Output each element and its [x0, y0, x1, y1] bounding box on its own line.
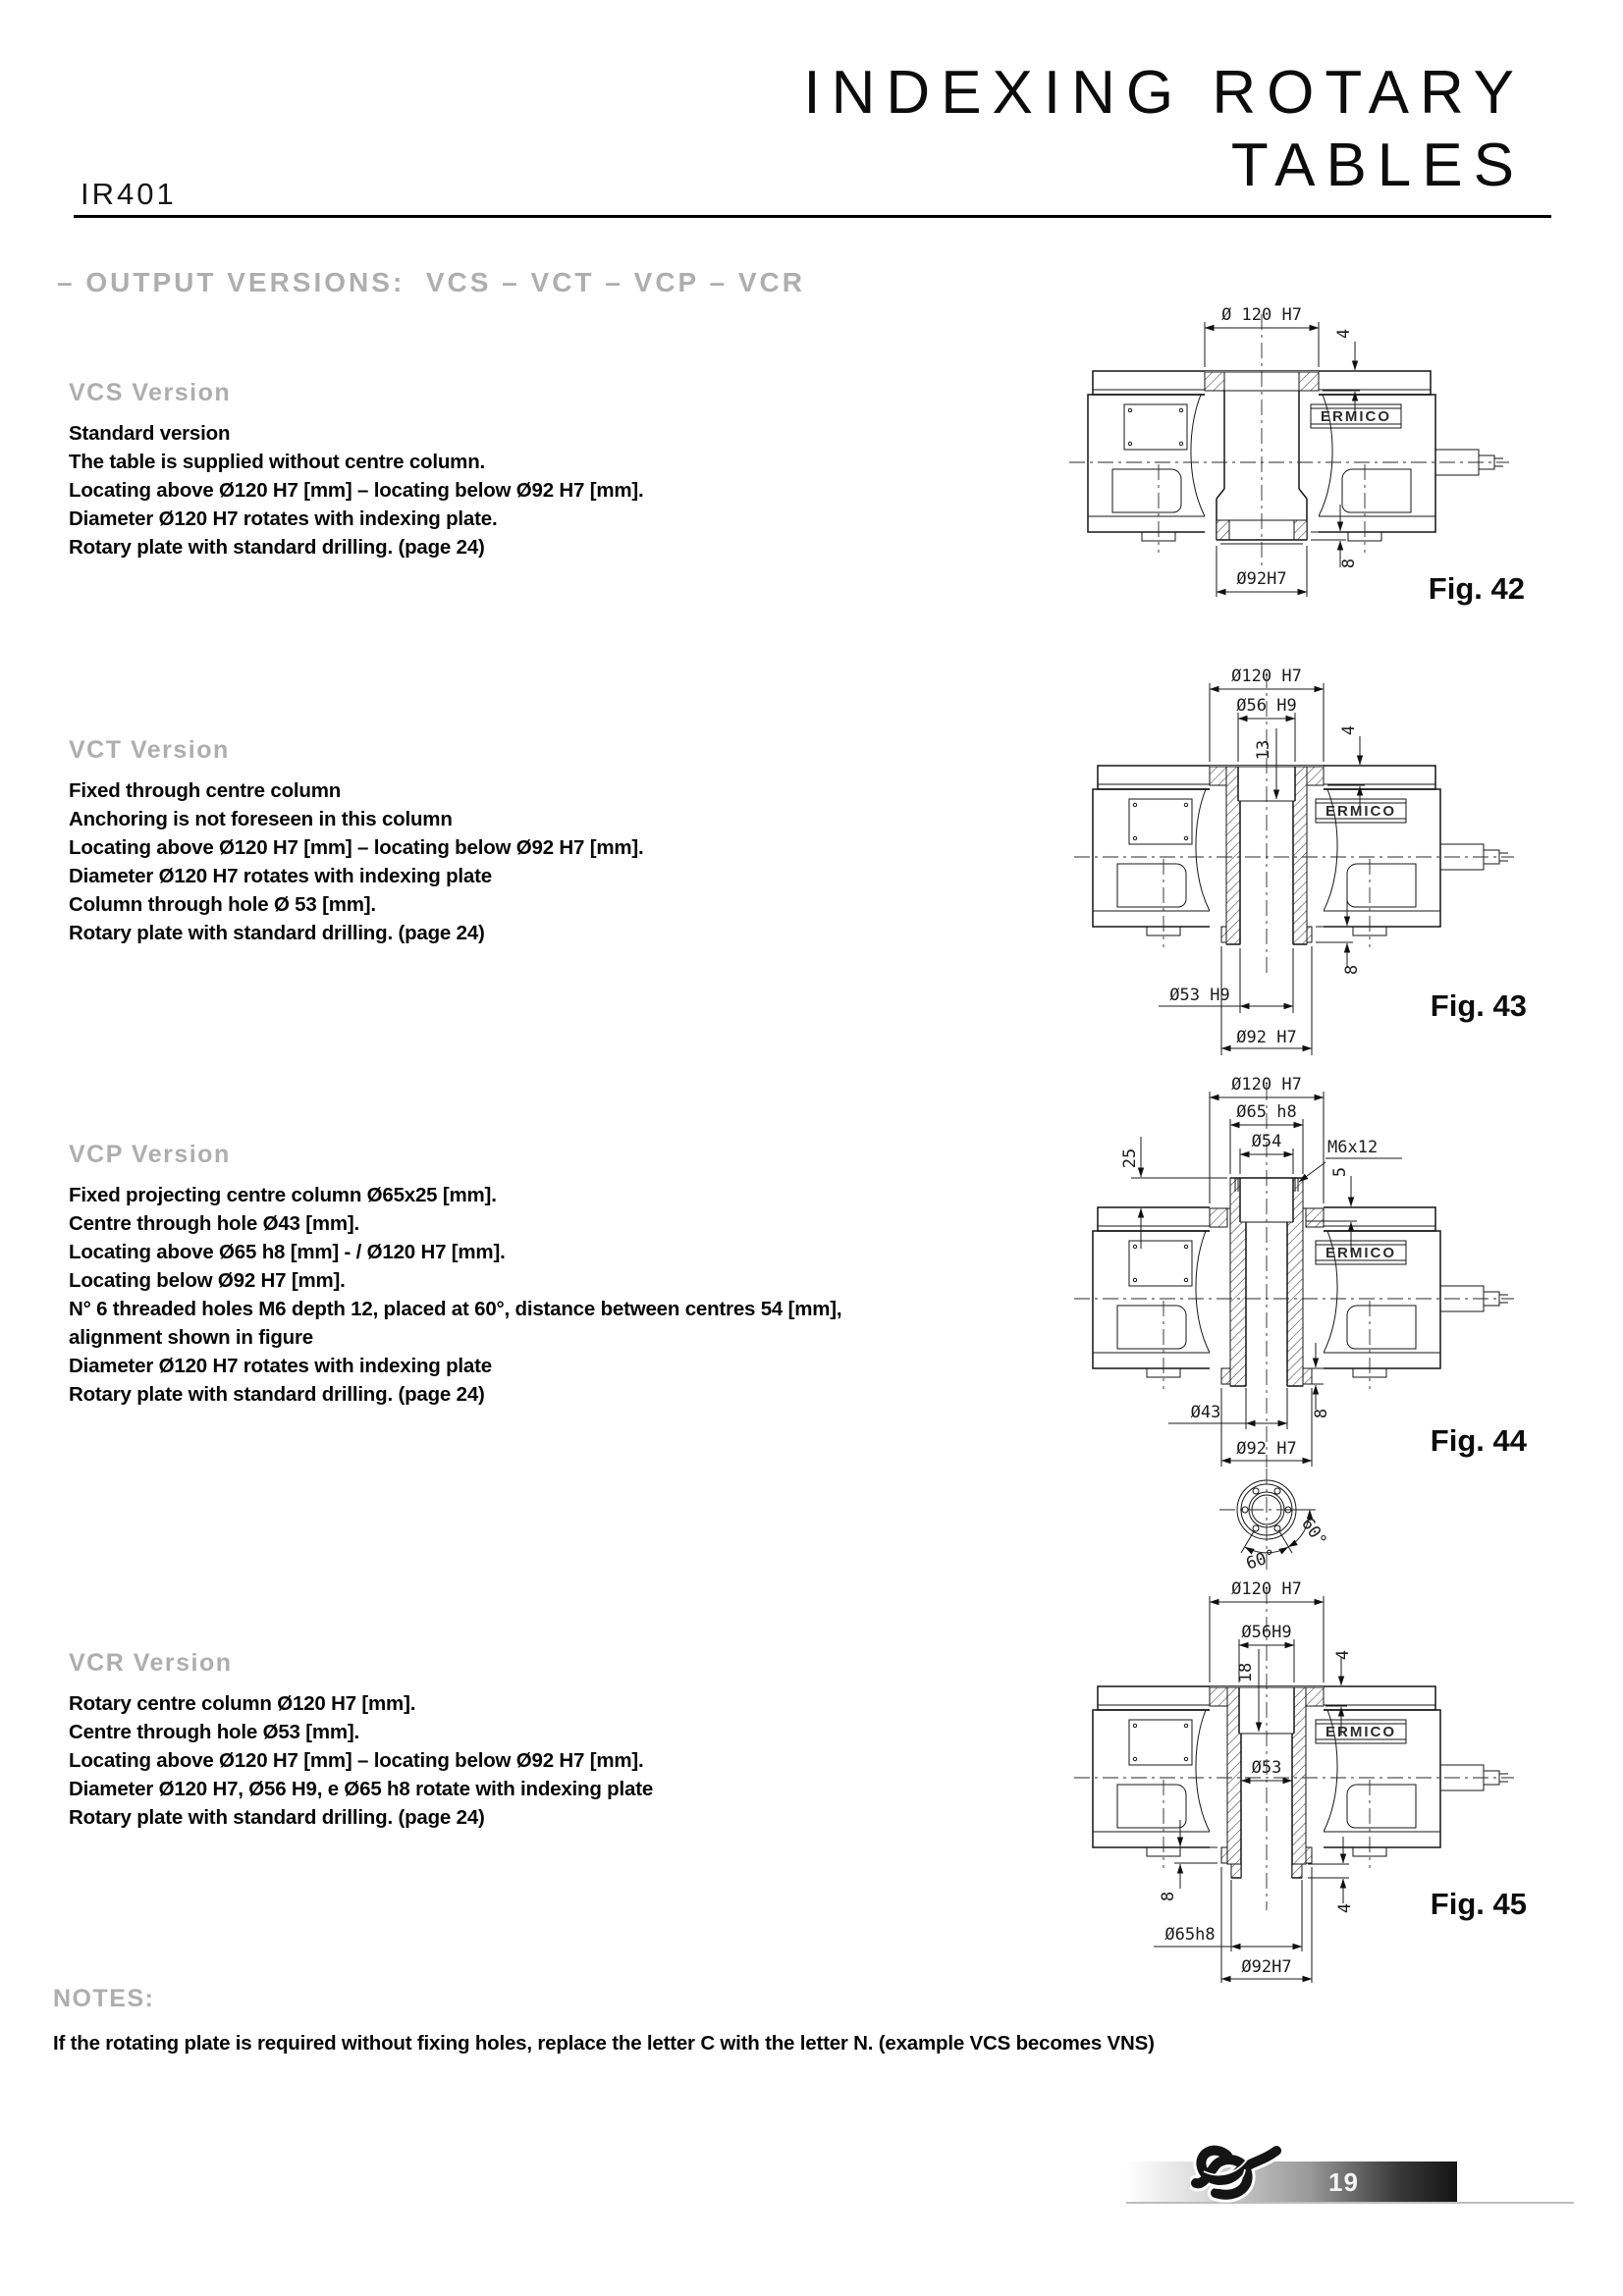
- brand-plate: [1316, 1720, 1406, 1743]
- dim-label-diameter-120: Ø 120 H7: [1221, 305, 1302, 325]
- version-text-line: Rotary plate with standard drilling. (page 24): [69, 1806, 485, 1829]
- version-text-line: Standard version: [69, 422, 231, 445]
- dim-label-diameter-65: Ø65 h8: [1236, 1102, 1297, 1122]
- brand-label: ERMICO: [1325, 1724, 1396, 1740]
- page-title-line1: INDEXING ROTARY: [803, 59, 1525, 127]
- version-block-vcp: [69, 1141, 1060, 1409]
- page-title-line2: TABLES: [1230, 132, 1525, 199]
- dim-label-8: 8: [1312, 1408, 1331, 1419]
- dim-label-8: 8: [1339, 558, 1359, 569]
- brand-label: ERMICO: [1321, 408, 1391, 425]
- version-text-line: Locating above Ø65 h8 [mm] - / Ø120 H7 [mm].: [69, 1241, 506, 1263]
- version-text-line: The table is supplied without centre column.: [69, 451, 486, 473]
- version-heading-vcr: VCR Version: [69, 1649, 233, 1677]
- vcp-cross-section-drawing: [1055, 1060, 1556, 1620]
- figure-caption: Fig. 45: [1430, 1887, 1527, 1921]
- dim-label-60deg: 60°: [1297, 1514, 1331, 1551]
- version-text-line: Centre through hole Ø53 [mm].: [69, 1721, 360, 1743]
- version-text-line: Diameter Ø120 H7 rotates with indexing plate.: [69, 507, 498, 530]
- footer-gradient-bar: [1126, 2162, 1457, 2202]
- dim-label-diameter-120: Ø120 H7: [1231, 1075, 1302, 1095]
- figure-vcs-drawing: [1055, 283, 1537, 621]
- brand-label: ERMICO: [1325, 803, 1396, 820]
- brand-plate: [1311, 404, 1401, 428]
- version-block-vcs: [69, 379, 1060, 561]
- dim-label-5: 5: [1330, 1166, 1350, 1178]
- dim-label-thread-m6x12: M6x12: [1327, 1138, 1379, 1157]
- brand-plate: [1316, 799, 1406, 823]
- version-heading-vct: VCT Version: [69, 736, 230, 764]
- figure-vct-drawing: [1055, 633, 1556, 1070]
- dim-label-diameter-92: Ø92H7: [1241, 1957, 1292, 1977]
- version-text-line: Column through hole Ø 53 [mm].: [69, 893, 376, 916]
- dim-label-13: 13: [1254, 739, 1273, 761]
- notes-text: If the rotating plate is required without fixing holes, replace the letter C with the letter N. (example VCS becomes VNS): [53, 2032, 1155, 2055]
- dim-label-diameter-53: Ø53 H9: [1169, 986, 1230, 1005]
- section-heading: – OUTPUT VERSIONS: VCS – VCT – VCP – VCR: [57, 267, 805, 297]
- version-text-line: Diameter Ø120 H7 rotates with indexing plate: [69, 1355, 492, 1377]
- version-text-line: Rotary plate with standard drilling. (page 24): [69, 922, 485, 944]
- figure-vcp-drawing: [1055, 1060, 1556, 1620]
- dim-label-diameter-43: Ø43: [1190, 1403, 1221, 1422]
- version-text-line: Locating below Ø92 H7 [mm].: [69, 1269, 346, 1292]
- version-text-line: alignment shown in figure: [69, 1326, 313, 1349]
- page-number: 19: [1328, 2167, 1359, 2197]
- notes-section: [53, 1985, 1565, 2057]
- dim-label-diameter-120: Ø120 H7: [1231, 1579, 1302, 1599]
- ermico-knot-logo-icon: [1190, 2138, 1288, 2207]
- version-block-vct: [69, 736, 1060, 947]
- version-text-line: Locating above Ø120 H7 [mm] – locating below Ø92 H7 [mm].: [69, 479, 644, 502]
- brand-plate: [1316, 1241, 1406, 1264]
- dim-label-4: 4: [1334, 328, 1354, 340]
- notes-heading: NOTES:: [53, 1985, 155, 2012]
- page-title: [803, 57, 1525, 202]
- version-text-line: Centre through hole Ø43 [mm].: [69, 1212, 360, 1235]
- version-text-line: Locating above Ø120 H7 [mm] – locating below Ø92 H7 [mm].: [69, 836, 644, 859]
- dim-label-diameter-92: Ø92 H7: [1236, 1439, 1297, 1459]
- vct-cross-section-drawing: [1055, 633, 1556, 1070]
- dim-label-diameter-53: Ø53: [1251, 1758, 1282, 1778]
- dim-label-4: 4: [1339, 724, 1359, 736]
- figure-caption: Fig. 44: [1430, 1423, 1527, 1458]
- model-code: IR401: [81, 177, 177, 211]
- centre-bore-section: [1069, 314, 1509, 567]
- bolt-circle-view: [1219, 1468, 1330, 1575]
- vcs-cross-section-drawing: [1055, 283, 1537, 621]
- version-heading-vcs: VCS Version: [69, 379, 232, 406]
- version-text-line: Fixed through centre column: [69, 779, 342, 802]
- dim-label-18: 18: [1236, 1662, 1256, 1683]
- version-text-line: Rotary centre column Ø120 H7 [mm].: [69, 1692, 416, 1715]
- dim-label-4: 4: [1335, 1902, 1355, 1914]
- version-text-line: Anchoring is not foreseen in this column: [69, 808, 453, 830]
- figure-caption: Fig. 42: [1428, 571, 1525, 606]
- dim-label-60deg: 60°: [1243, 1545, 1279, 1575]
- version-text-line: Rotary plate with standard drilling. (page 24): [69, 1383, 485, 1406]
- dim-label-4: 4: [1333, 1649, 1353, 1661]
- dim-label-8: 8: [1159, 1891, 1178, 1902]
- version-block-vcr: [69, 1649, 1060, 1832]
- version-text-line: Fixed projecting centre column Ø65x25 [mm].: [69, 1184, 497, 1206]
- version-text-line: Diameter Ø120 H7, Ø56 H9, e Ø65 h8 rotate with indexing plate: [69, 1778, 654, 1800]
- rotary-column-section: [1074, 1588, 1514, 1910]
- projecting-column-section: [1074, 1085, 1514, 1468]
- dim-label-25: 25: [1120, 1148, 1140, 1169]
- dim-label-diameter-120: Ø120 H7: [1231, 667, 1302, 686]
- dim-label-diameter-65: Ø65h8: [1164, 1925, 1216, 1945]
- header-rule: [74, 215, 1551, 218]
- version-text-line: N° 6 threaded holes M6 depth 12, placed at 60°, distance between centres 54 [mm],: [69, 1298, 842, 1320]
- dim-label-diameter-56: Ø56H9: [1241, 1623, 1292, 1642]
- version-text-line: Locating above Ø120 H7 [mm] – locating below Ø92 H7 [mm].: [69, 1749, 644, 1772]
- version-text-line: Rotary plate with standard drilling. (page 24): [69, 536, 485, 559]
- dim-label-8: 8: [1342, 964, 1362, 976]
- figure-caption: Fig. 43: [1430, 988, 1527, 1023]
- dim-label-diameter-92: Ø92 H7: [1236, 1028, 1297, 1047]
- brand-label: ERMICO: [1325, 1245, 1396, 1261]
- version-text-line: Diameter Ø120 H7 rotates with indexing plate: [69, 865, 492, 887]
- dim-label-diameter-92: Ø92H7: [1236, 569, 1287, 589]
- version-heading-vcp: VCP Version: [69, 1141, 231, 1168]
- dim-label-diameter-56: Ø56 H9: [1236, 696, 1297, 716]
- dim-label-diameter-54: Ø54: [1251, 1132, 1282, 1151]
